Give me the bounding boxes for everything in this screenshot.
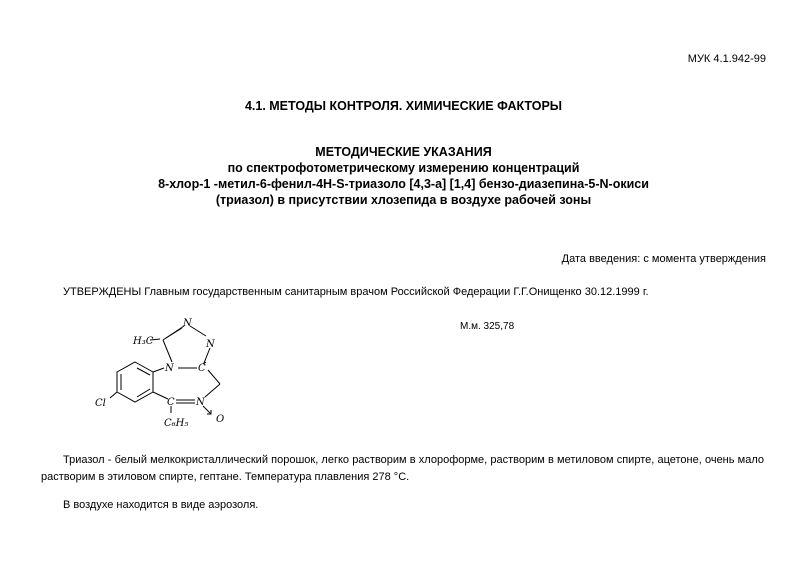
structural-formula	[90, 310, 250, 440]
chloro-label: Cl	[95, 398, 106, 409]
oxygen-label: O	[216, 414, 225, 425]
n-top-label: N	[183, 318, 192, 329]
benzene-ring	[117, 362, 153, 402]
aerosol-paragraph: В воздухе находится в виде аэрозоля.	[63, 499, 259, 511]
phenyl-label: C₆H₅	[164, 418, 189, 429]
doc-code: МУК 4.1.942-99	[687, 53, 766, 65]
c-center-label: C	[198, 363, 206, 374]
n-right-label: N	[206, 339, 215, 350]
description-paragraph: Триазол - белый мелкокристаллический порошок, легко растворим в хлороформе, растворим в метиловом спирте, ацетоне, очень мало растворим в этиловом спирте, гептане. Температура плавления 278 °С.	[41, 454, 764, 483]
c-lower-label: C	[167, 397, 175, 408]
n-lower-label: N	[196, 397, 205, 408]
molecular-mass: М.м. 325,78	[460, 321, 515, 332]
doc-title-line-3: 8-хлор-1 -метил-6-фенил-4Н-S-триазоло [4,3-а] [1,4] бензо-диазепина-5-N-окиси	[158, 177, 649, 191]
doc-title	[0, 144, 807, 208]
methyl-label: H₃C	[133, 336, 154, 347]
doc-title-line-2: по спектрофотометрическому измерению концентраций	[227, 161, 580, 175]
n-center-label: N	[165, 363, 174, 374]
section-title: 4.1. МЕТОДЫ КОНТРОЛЯ. ХИМИЧЕСКИЕ ФАКТОРЫ	[244, 99, 563, 113]
doc-title-line-1: МЕТОДИЧЕСКИЕ УКАЗАНИЯ	[315, 145, 492, 159]
doc-title-line-4: (триазол) в присутствии хлозепида в воздухе рабочей зоны	[215, 193, 592, 207]
introduction-date: Дата введения: с момента утверждения	[561, 253, 766, 265]
approval-line: УТВЕРЖДЕНЫ Главным государственным санитарным врачом Российской Федерации Г.Г.Онищенко 30.12.1999 г.	[63, 286, 649, 298]
